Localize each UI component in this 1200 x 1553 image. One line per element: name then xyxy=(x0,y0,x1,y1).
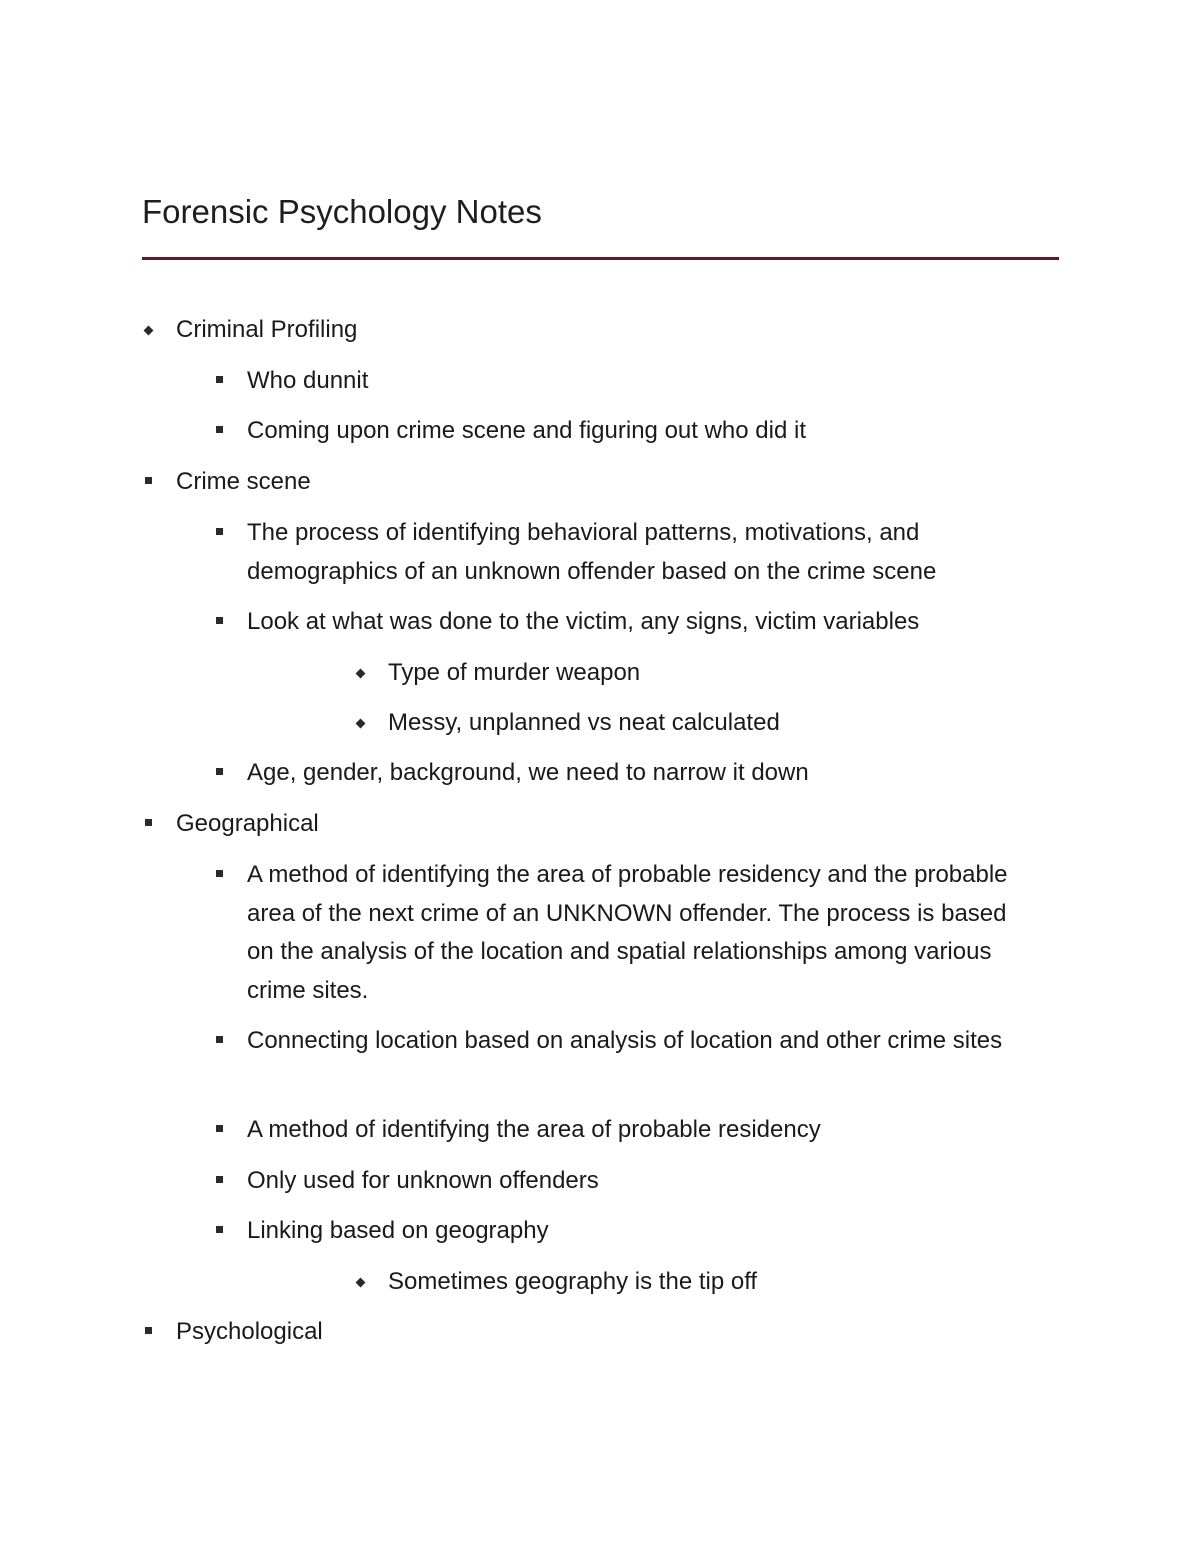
list-item-geographical xyxy=(176,805,1056,844)
square-bullet-icon xyxy=(216,1226,223,1233)
list-item-text: Age, gender, background, we need to narrow it down xyxy=(247,759,809,786)
list-item-text: Messy, unplanned vs neat calculated xyxy=(388,709,780,736)
document-title: Forensic Psychology Notes xyxy=(142,193,542,230)
list-item-geographical-method xyxy=(247,856,1017,1010)
diamond-bullet-icon xyxy=(356,669,366,679)
square-bullet-icon xyxy=(216,870,223,877)
list-item-text: Look at what was done to the victim, any signs, victim variables xyxy=(247,608,920,635)
square-bullet-icon xyxy=(145,1327,152,1334)
title-divider xyxy=(142,257,1059,260)
list-item-text: Criminal Profiling xyxy=(176,316,358,343)
list-item-criminal-profiling xyxy=(176,311,1056,350)
list-item-text: Crime scene xyxy=(176,468,311,495)
list-item-text: The process of identifying behavioral patterns, motivations, and demographics of an unknown offender based on the crime scene xyxy=(247,519,937,585)
list-item-text: Linking based on geography xyxy=(247,1217,549,1244)
list-item-age-gender xyxy=(247,754,1057,793)
list-item-probable-residency xyxy=(247,1111,1057,1150)
list-item-crime-scene xyxy=(176,463,1056,502)
list-item-look-at-victim xyxy=(247,603,1057,642)
square-bullet-icon xyxy=(216,1176,223,1183)
diamond-bullet-icon xyxy=(356,1278,366,1288)
square-bullet-icon xyxy=(216,376,223,383)
list-item-text: Coming upon crime scene and figuring out who did it xyxy=(247,417,806,444)
list-item-unknown-offenders xyxy=(247,1162,1057,1201)
list-item-murder-weapon xyxy=(388,654,1056,693)
list-item-text: Type of murder weapon xyxy=(388,659,641,686)
diamond-bullet-icon xyxy=(356,719,366,729)
square-bullet-icon xyxy=(145,819,152,826)
list-item-text: Sometimes geography is the tip off xyxy=(388,1268,758,1295)
list-item-tip-off xyxy=(388,1263,1056,1302)
diamond-bullet-icon xyxy=(144,326,154,336)
list-item-text: A method of identifying the area of probable residency xyxy=(247,1116,821,1143)
list-item-text: Connecting location based on analysis of location and other crime sites xyxy=(247,1027,1003,1054)
list-item-linking-geography xyxy=(247,1212,1057,1251)
square-bullet-icon xyxy=(216,1036,223,1043)
list-item-messy-vs-neat xyxy=(388,704,1056,743)
square-bullet-icon xyxy=(216,1125,223,1132)
square-bullet-icon xyxy=(216,617,223,624)
list-item-psychological xyxy=(176,1313,1056,1352)
square-bullet-icon xyxy=(145,477,152,484)
list-item-who-dunnit xyxy=(247,362,1057,401)
list-item-text: Geographical xyxy=(176,810,319,837)
list-item-crime-scene-process xyxy=(247,514,1037,591)
square-bullet-icon xyxy=(216,426,223,433)
list-item-text: Only used for unknown offenders xyxy=(247,1167,599,1194)
list-item-text: A method of identifying the area of probable residency and the probable area of the next crime of an UNKNOWN offender. The process is based on the analysis of the location and spatial relationships among various crime sites. xyxy=(247,861,1008,1004)
square-bullet-icon xyxy=(216,528,223,535)
list-item-text: Who dunnit xyxy=(247,367,369,394)
list-item-text: Psychological xyxy=(176,1318,323,1345)
list-item-connecting-location xyxy=(247,1022,1047,1061)
list-item-coming-upon xyxy=(247,412,1057,451)
square-bullet-icon xyxy=(216,768,223,775)
